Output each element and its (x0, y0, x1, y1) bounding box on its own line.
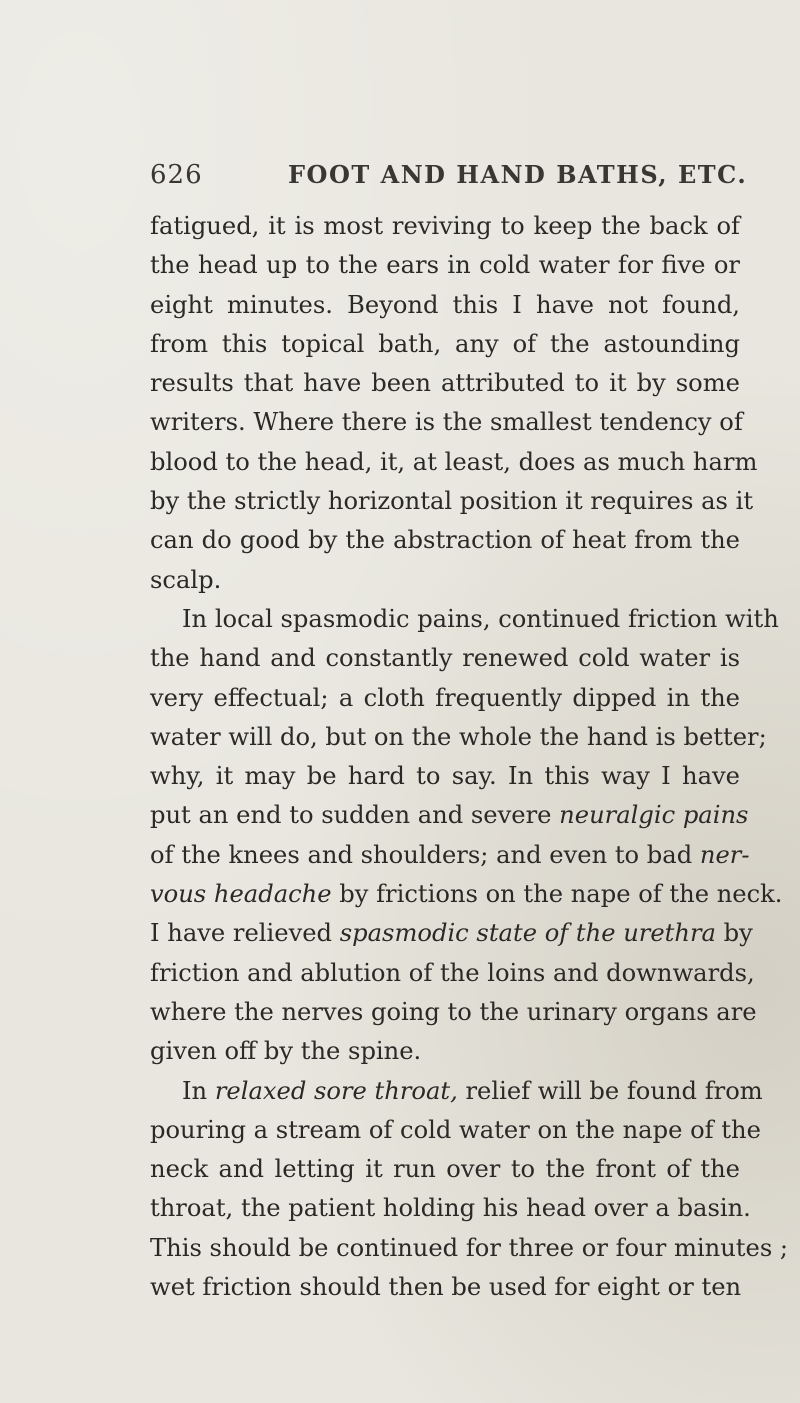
italic-run: relaxed sore throat, (214, 1076, 458, 1105)
text-line: blood to the head, it, at least, does as much harm (150, 447, 758, 476)
text-run: by frictions on the nape of the neck. (331, 880, 783, 909)
italic-run: neuralgic pains (559, 801, 749, 830)
text-run: relief will be found from (457, 1076, 763, 1105)
body-text (150, 207, 789, 1307)
text-line: water will do, but on the whole the hand is better; (150, 722, 767, 751)
text-line (150, 1072, 763, 1111)
text-line: given off by the spine. (150, 1037, 422, 1066)
text-line: friction and ablution of the loins and downwards, (150, 958, 755, 987)
text-run: by (715, 919, 753, 948)
text-line (150, 796, 749, 835)
text-line: neck and letting it run over to the front of the (150, 1155, 740, 1184)
italic-run: vous headache (150, 880, 332, 909)
page-number: 626 (150, 160, 203, 190)
text-line: scalp. (150, 565, 222, 594)
text-line: pouring a stream of cold water on the nape of the (150, 1115, 761, 1144)
text-line: the hand and constantly renewed cold water is (150, 644, 740, 673)
text-line: eight minutes. Beyond this I have not found, (150, 290, 740, 319)
text-line: where the nerves going to the urinary organs are (150, 997, 757, 1026)
page-header (150, 160, 750, 200)
italic-run: spasmodic state of the urethra (339, 919, 716, 948)
text-run: In (182, 1076, 215, 1105)
text-run: I have relieved (150, 919, 340, 948)
text-line (150, 875, 783, 914)
text-line (150, 914, 753, 953)
text-line: the head up to the ears in cold water for five or (150, 251, 740, 280)
text-line: fatigued, it is most reviving to keep the back of (150, 212, 740, 240)
text-line: from this topical bath, any of the astounding (150, 329, 740, 358)
text-line: wet friction should then be used for eight or ten (150, 1273, 742, 1302)
text-line: writers. Where there is the smallest tendency of (150, 408, 743, 437)
text-run: of the knees and shoulders; and even to bad (150, 840, 700, 869)
text-line: throat, the patient holding his head over a basin. (150, 1194, 751, 1223)
text-line (150, 836, 750, 875)
text-line: by the strictly horizontal position it requires as it (150, 487, 754, 516)
text-line: results that have been attributed to it by some (150, 369, 740, 398)
text-line: very effectual; a cloth frequently dipped in the (150, 683, 740, 712)
text-line: This should be continued for three or four minutes ; (150, 1233, 789, 1262)
text-line: can do good by the abstraction of heat from the (150, 526, 740, 555)
running-title: FOOT AND HAND BATHS, ETC. (288, 160, 748, 189)
text-line: In local spasmodic pains, continued friction with (182, 604, 779, 633)
italic-run: ner- (699, 840, 750, 869)
text-run: put an end to sudden and severe (150, 801, 560, 830)
text-line: why, it may be hard to say. In this way I have (150, 762, 740, 791)
